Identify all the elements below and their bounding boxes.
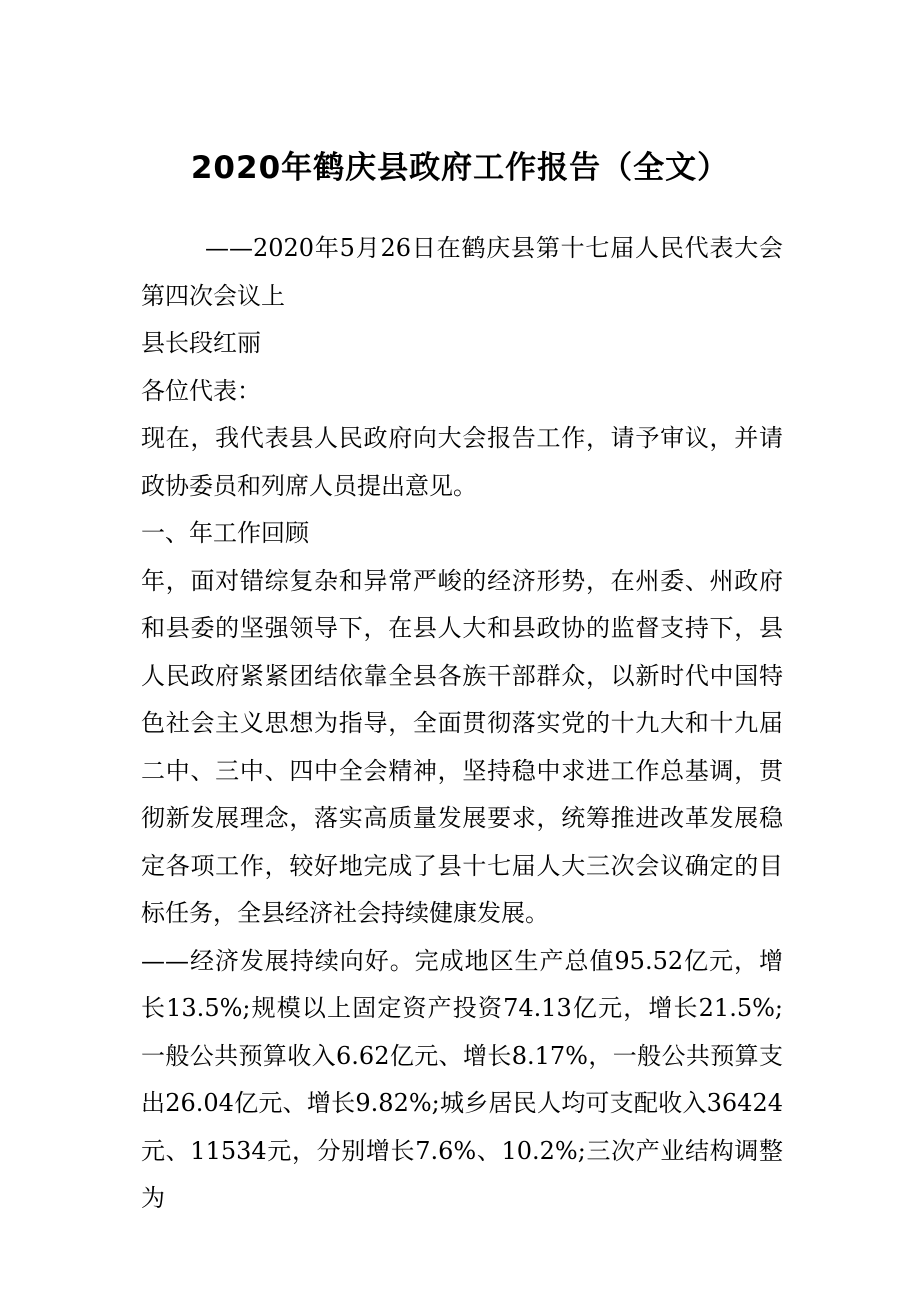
section-heading: 一、年工作回顾 (141, 519, 309, 547)
paragraph-review: 年，面对错综复杂和异常严峻的经济形势，在州委、州政府和县委的坚强领导下，在县人大和县政协的监督支持下，县人民政府紧紧团结依靠全县各族干部群众，以新时代中国特色社会主义思想为指导，全面贯彻落实党的十九大和十九届二中、三中、四中全会精神，坚持稳中求进工作总基调，贯彻新发展理念，落实高质量发展要求，统筹推进改革发展稳定各项工作，较好地完成了县十七届人大三次会议确定的目标任务，全县经济社会持续健康发展。 (141, 566, 783, 927)
salutation: 各位代表： (141, 376, 261, 405)
paragraph-economy: ——经济发展持续向好。完成地区生产总值95.52亿元，增长13.5%;规模以上固定资产投资74.13亿元，增长21.5%;一般公共预算收入6.62亿元、增长8.17%，一般公共预算支出26.04亿元、增长9.82%;城乡居民人均可支配收入36424元、11534元，分别增长7.6%、10.2%;三次产业结构调整为 (141, 946, 783, 1212)
speaker-line: 县长段红丽 (141, 329, 261, 357)
document-body (141, 225, 783, 1223)
paragraph-intro: 现在，我代表县人民政府向大会报告工作，请予审议，并请政协委员和列席人员提出意见。 (141, 424, 783, 500)
document-title: 2020年鹤庆县政府工作报告（全文） (190, 150, 730, 186)
document-subtitle: ——2020年5月26日在鹤庆县第十七届人民代表大会第四次会议上 (141, 234, 783, 310)
